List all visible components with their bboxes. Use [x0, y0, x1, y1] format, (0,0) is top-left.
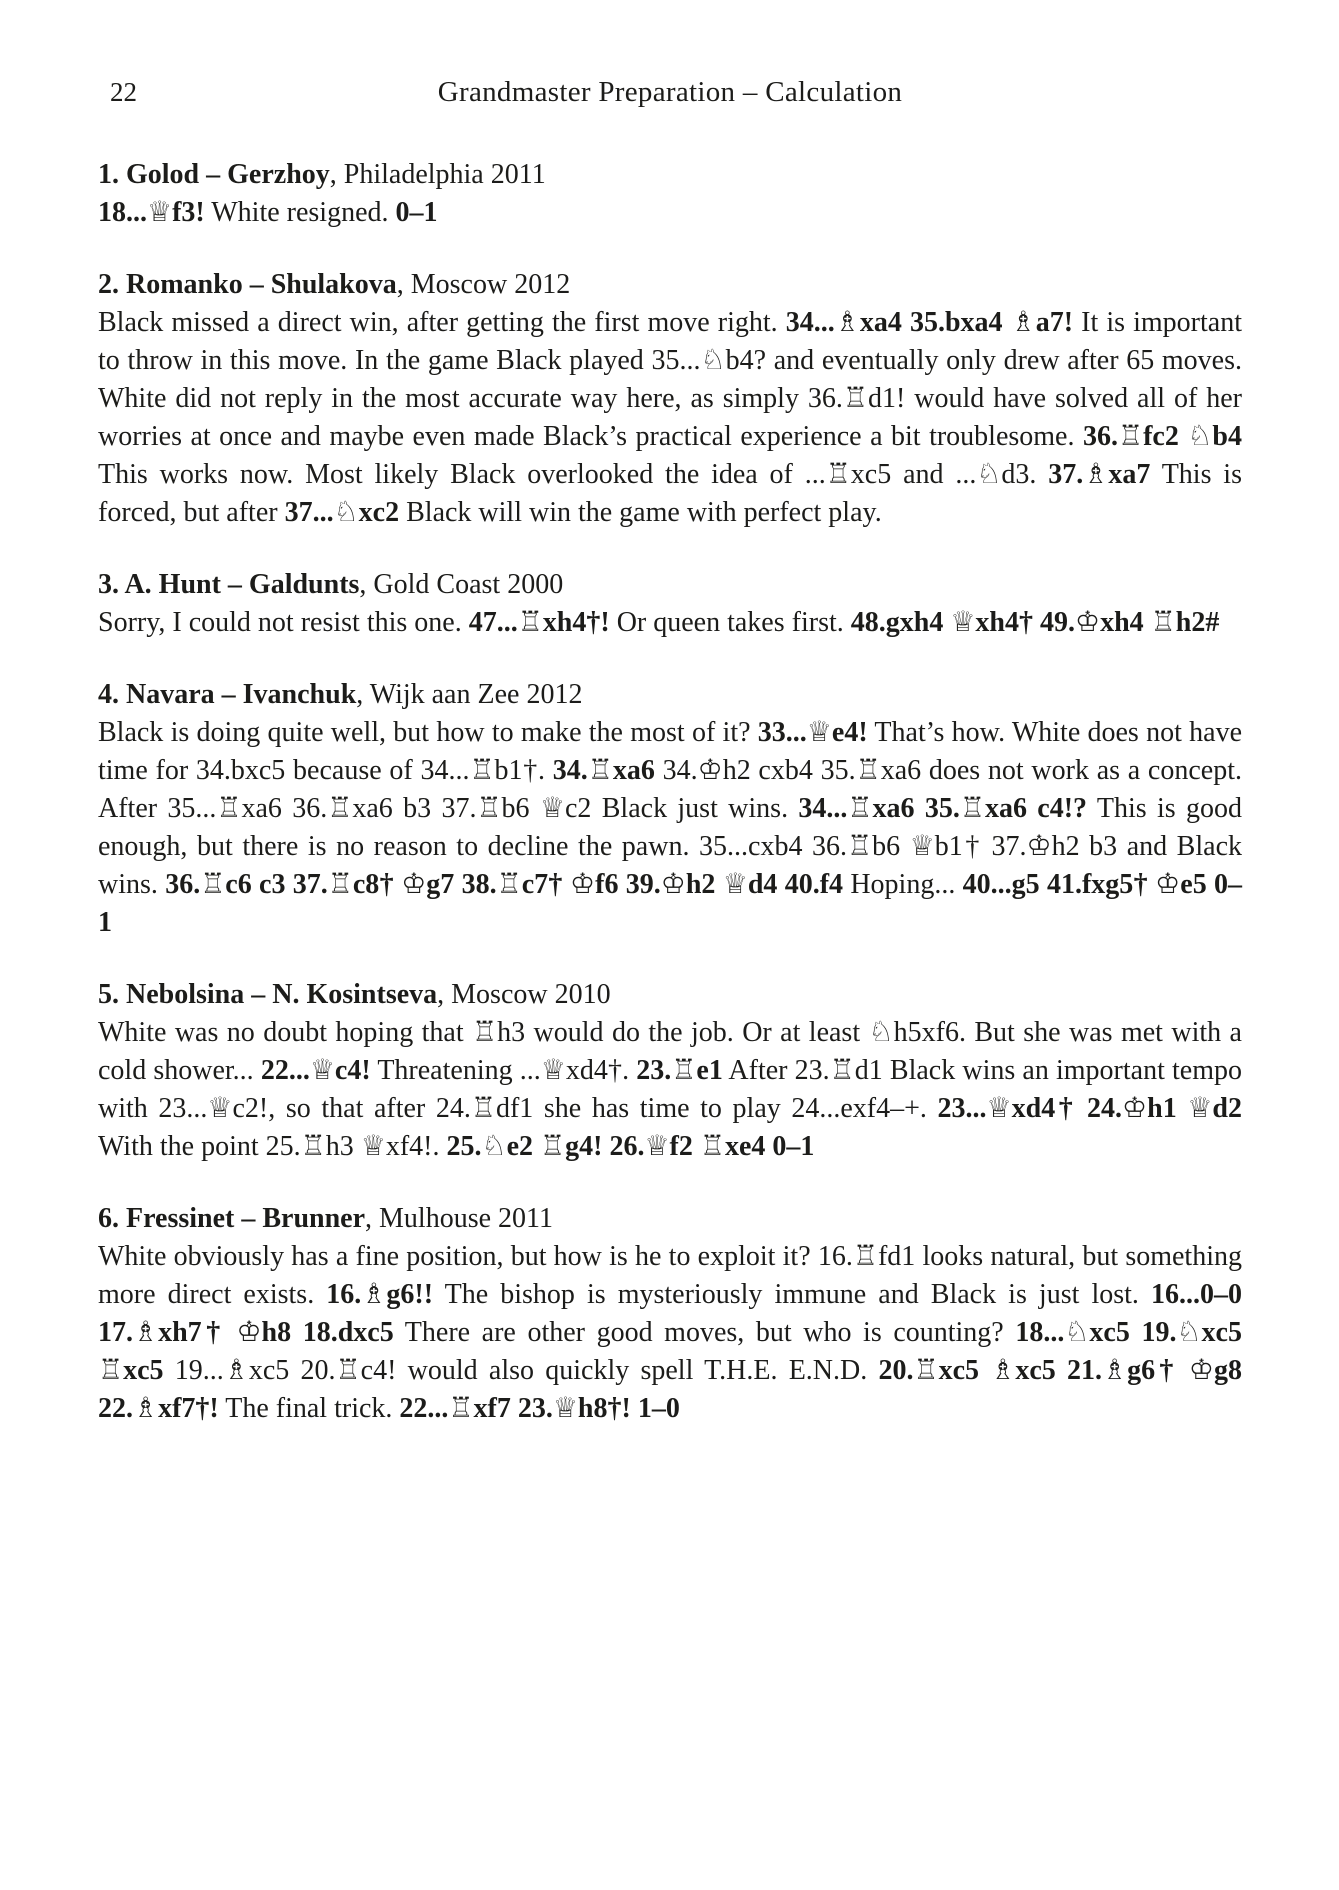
annotation-paragraph: [98, 714, 1242, 942]
move-text: 23.♖e1: [636, 1055, 723, 1086]
annotation-text: It is important to throw in this move. In the game Black played 35...♘b4? and eventually only drew after 65 moves. White did not reply in the most accurate way here, as simply 36.♖d1! would have solved all of her worries at once and maybe even made Black’s practical experience a bit troublesome.: [98, 307, 1242, 452]
move-text: 18...♕f3!: [98, 197, 205, 228]
move-text: 37.♗xa7: [1048, 459, 1151, 490]
game-heading: [98, 266, 1242, 304]
move-text: 22...♖xf7 23.♕h8†! 1–0: [399, 1393, 680, 1424]
move-text: 40...g5 41.fxg5† ♔e5 0–1: [98, 869, 1242, 938]
move-text: 36.♖fc2 ♘b4: [1082, 421, 1243, 452]
annotation-text: , Gold Coast 2000: [359, 569, 564, 600]
move-text: 2. Romanko – Shulakova: [98, 269, 397, 300]
game-heading: [98, 976, 1242, 1014]
annotation-text: , Moscow 2012: [396, 269, 571, 300]
annotation-text: , Wijk aan Zee 2012: [356, 679, 583, 710]
annotation-text: This is good enough, but there is no reason to decline the pawn. 35...cxb4 36.♖b6 ♕b1† 37.♔h2 b3 and Black wins.: [98, 793, 1242, 900]
annotation-paragraph: [98, 194, 1242, 232]
solution-section-2: [98, 266, 1242, 532]
game-heading: [98, 676, 1242, 714]
annotation-text: White resigned.: [204, 197, 396, 228]
annotation-text: , Philadelphia 2011: [329, 159, 546, 190]
annotation-text: Black missed a direct win, after getting the first move right.: [98, 307, 786, 338]
move-text: 37...♘xc2: [284, 497, 400, 528]
annotation-text: This is forced, but after: [98, 459, 1242, 528]
annotation-text: The bishop is mysteriously immune and Black is just lost.: [433, 1279, 1151, 1310]
annotation-text: This works now. Most likely Black overlooked the idea of ...♖xc5 and ...♘d3.: [98, 459, 1049, 490]
move-text: 16.♗g6!!: [326, 1279, 434, 1310]
move-text: 16...0–0 17.♗xh7† ♔h8 18.dxc5: [98, 1279, 1242, 1348]
solution-section-6: [98, 1200, 1242, 1428]
move-text: 4. Navara – Ivanchuk: [98, 679, 357, 710]
move-text: 33...♕e4!: [757, 717, 868, 748]
annotation-text: Black is doing quite well, but how to make the most of it?: [98, 717, 758, 748]
annotation-text: Or queen takes first.: [609, 607, 851, 638]
move-text: 0–1: [395, 197, 438, 228]
annotation-paragraph: [98, 304, 1242, 532]
annotation-text: Sorry, I could not resist this one.: [98, 607, 469, 638]
annotation-paragraph: [98, 1238, 1242, 1428]
move-text: 5. Nebolsina – N. Kosintseva: [98, 979, 438, 1010]
move-text: 34.♖xa6: [552, 755, 655, 786]
annotation-text: , Moscow 2010: [437, 979, 611, 1010]
annotation-text: Black will win the game with perfect play.: [399, 497, 882, 528]
annotation-text: , Mulhouse 2011: [365, 1203, 553, 1234]
annotation-paragraph: [98, 1014, 1242, 1166]
solutions-content: [98, 156, 1242, 1462]
annotation-text: Threatening ...♕xd4†.: [370, 1055, 637, 1086]
solution-section-1: [98, 156, 1242, 232]
annotation-text: White was no doubt hoping that ♖h3 would do the job. Or at least ♘h5xf6. But she was met with a cold shower...: [98, 1017, 1242, 1086]
game-heading: [98, 156, 1242, 194]
running-title: Grandmaster Preparation – Calculation: [437, 76, 903, 108]
annotation-text: There are other good moves, but who is counting?: [393, 1317, 1016, 1348]
move-text: 3. A. Hunt – Galdunts: [98, 569, 360, 600]
move-text: 18...♘xc5 19.♘xc5 ♖xc5: [98, 1317, 1242, 1386]
annotation-text: Hoping...: [843, 869, 963, 900]
move-text: 48.gxh4 ♕xh4† 49.♔xh4 ♖h2#: [850, 607, 1220, 638]
annotation-text: That’s how. White does not have time for 34.bxc5 because of 34...♖b1†.: [98, 717, 1242, 786]
solution-section-4: [98, 676, 1242, 942]
move-text: 36.♖c6 c3 37.♖c8† ♔g7 38.♖c7† ♔f6 39.♔h2 ♕d4 40.f4: [165, 869, 844, 900]
annotation-text: With the point 25.♖h3 ♕xf4!.: [98, 1131, 447, 1162]
annotation-text: After 23.♖d1 Black wins an important tempo with 23...♕c2!, so that after 24.♖df1 she has time to play 24...exf4–+.: [98, 1055, 1242, 1124]
annotation-text: The final trick.: [218, 1393, 400, 1424]
annotation-text: White obviously has a fine position, but how is he to exploit it? 16.♖fd1 looks natural, but something more direct exists.: [98, 1241, 1242, 1310]
move-text: 23...♕xd4† 24.♔h1 ♕d2: [937, 1093, 1242, 1124]
move-text: 20.♖xc5 ♗xc5 21.♗g6† ♔g8 22.♗xf7†!: [98, 1355, 1242, 1424]
game-heading: [98, 566, 1242, 604]
game-heading: [98, 1200, 1242, 1238]
page-number: 22: [110, 77, 137, 107]
move-text: 1. Golod – Gerzhoy: [98, 159, 330, 190]
move-text: 25.♘e2 ♖g4! 26.♕f2 ♖xe4 0–1: [446, 1131, 815, 1162]
move-text: 34...♖xa6 35.♖xa6 c4!?: [798, 793, 1088, 824]
solution-section-5: [98, 976, 1242, 1166]
move-text: 47...♖xh4†!: [468, 607, 610, 638]
running-head: [98, 74, 1242, 114]
move-text: 6. Fressinet – Brunner: [98, 1203, 366, 1234]
annotation-text: 34.♔h2 cxb4 35.♖xa6 does not work as a concept. After 35...♖xa6 36.♖xa6 b3 37.♖b6 ♕c2 Black just wins.: [98, 755, 1242, 824]
annotation-text: 19...♗xc5 20.♖c4! would also quickly spell T.H.E. E.N.D.: [163, 1355, 879, 1386]
move-text: 34...♗xa4 35.bxa4 ♗a7!: [785, 307, 1074, 338]
annotation-paragraph: [98, 604, 1242, 642]
solution-section-3: [98, 566, 1242, 642]
move-text: 22...♕c4!: [260, 1055, 371, 1086]
